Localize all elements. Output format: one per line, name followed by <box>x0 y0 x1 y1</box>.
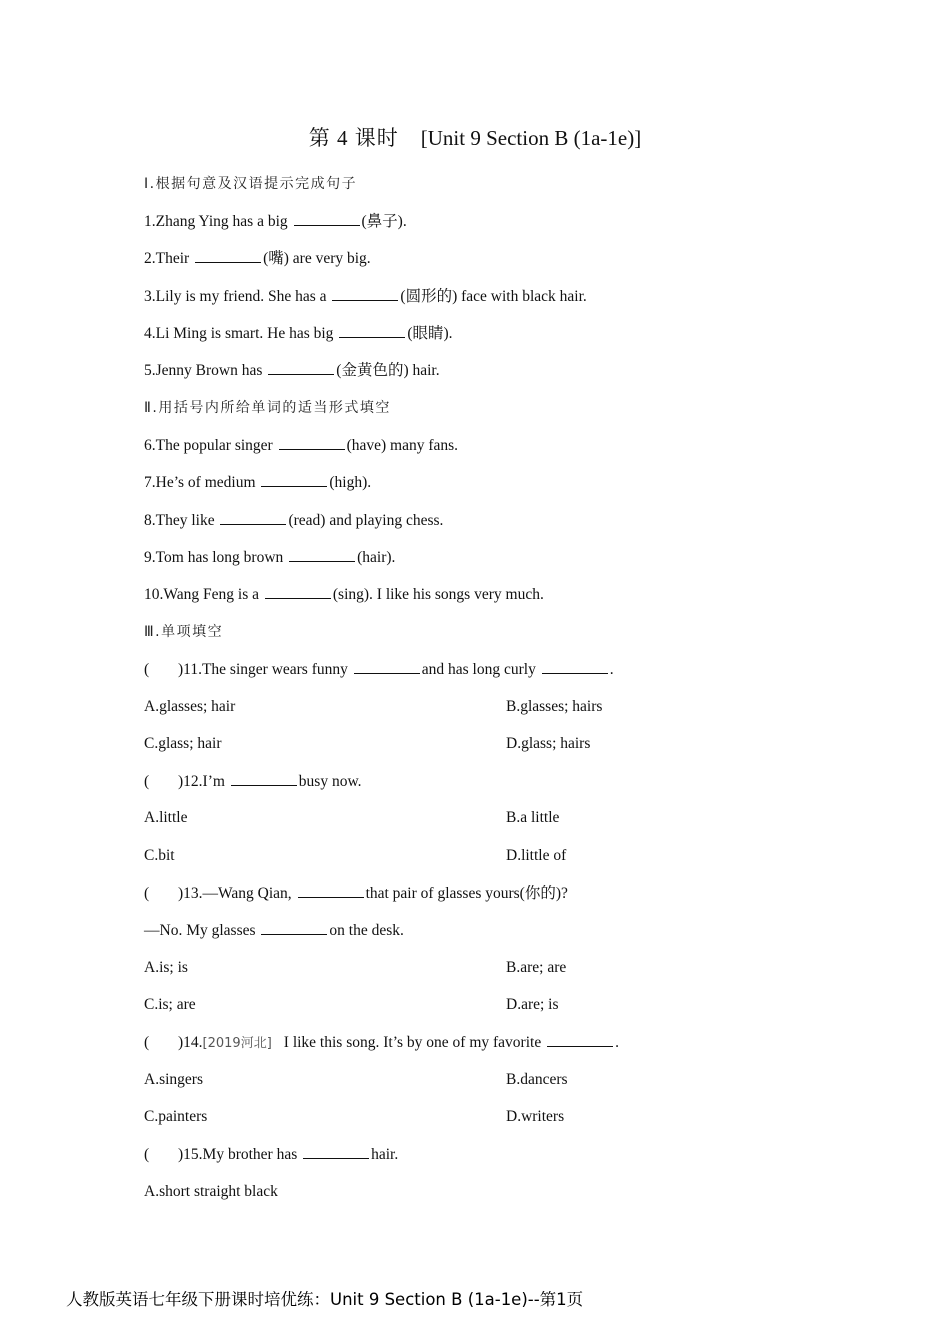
question-11: ( )11.The singer wears funny and has long curly . <box>144 661 614 678</box>
option-a[interactable]: A.singers <box>144 1071 203 1088</box>
question-source: [2019河北] <box>202 1036 272 1051</box>
option-b[interactable]: B.glasses; hairs <box>506 698 603 715</box>
question-3: 3.Lily is my friend. She has a (圆形的) face with black hair. <box>144 288 587 305</box>
answer-blank[interactable] <box>294 211 360 226</box>
question-6: 6.The popular singer (have) many fans. <box>144 437 459 454</box>
option-d[interactable]: D.glass; hairs <box>506 735 591 752</box>
question-13-reply: —No. My glasses on the desk. <box>144 922 404 939</box>
question-7: 7.He’s of medium (high). <box>144 474 372 491</box>
option-d[interactable]: D.little of <box>506 847 567 864</box>
answer-blank[interactable] <box>220 510 286 525</box>
answer-blank[interactable] <box>542 659 608 674</box>
question-5: 5.Jenny Brown has (金黄色的) hair. <box>144 362 440 379</box>
question-2: 2.Their (嘴) are very big. <box>144 250 371 267</box>
answer-blank[interactable] <box>261 920 327 935</box>
section-2-heading: Ⅱ.用括号内所给单词的适当形式填空 <box>144 400 391 416</box>
option-c[interactable]: C.painters <box>144 1108 208 1125</box>
unit-title: [Unit 9 Section B (1a-1e)] <box>420 126 642 150</box>
answer-parenthesis[interactable]: ( <box>144 661 150 678</box>
option-b[interactable]: B.a little <box>506 809 560 826</box>
answer-blank[interactable] <box>265 584 331 599</box>
option-a[interactable]: A.little <box>144 809 188 826</box>
option-a[interactable]: A.glasses; hair <box>144 698 236 715</box>
answer-parenthesis[interactable]: ( <box>144 885 150 902</box>
question-14: ( )14.[2019河北] I like this song. It’s by one of my favorite . <box>144 1034 619 1051</box>
option-a[interactable]: A.short straight black <box>144 1183 278 1200</box>
question-12: ( )12.I’m busy now. <box>144 773 362 790</box>
page-footer: 人教版英语七年级下册课时培优练：Unit 9 Section B (1a-1e)--第1页 <box>66 1290 584 1309</box>
section-3-heading: Ⅲ.单项填空 <box>144 624 224 640</box>
answer-blank[interactable] <box>279 435 345 450</box>
answer-blank[interactable] <box>547 1032 613 1047</box>
question-10: 10.Wang Feng is a (sing). I like his songs very much. <box>144 586 544 603</box>
option-b[interactable]: B.are; are <box>506 959 567 976</box>
answer-blank[interactable] <box>231 771 297 786</box>
section-1-heading: Ⅰ.根据句意及汉语提示完成句子 <box>144 176 358 192</box>
option-c[interactable]: C.glass; hair <box>144 735 222 752</box>
answer-parenthesis[interactable]: ( <box>144 1034 150 1051</box>
question-15: ( )15.My brother has hair. <box>144 1146 399 1163</box>
answer-parenthesis[interactable]: ( <box>144 773 150 790</box>
question-13: ( )13.—Wang Qian, that pair of glasses yours(你的)? <box>144 885 568 902</box>
option-c[interactable]: C.is; are <box>144 996 196 1013</box>
answer-blank[interactable] <box>303 1144 369 1159</box>
answer-blank[interactable] <box>354 659 420 674</box>
option-c[interactable]: C.bit <box>144 847 175 864</box>
option-d[interactable]: D.are; is <box>506 996 559 1013</box>
answer-blank[interactable] <box>268 360 334 375</box>
answer-blank[interactable] <box>339 323 405 338</box>
question-9: 9.Tom has long brown (hair). <box>144 549 396 566</box>
question-8: 8.They like (read) and playing chess. <box>144 512 444 529</box>
option-b[interactable]: B.dancers <box>506 1071 568 1088</box>
lesson-number: 第 4 课时 <box>308 126 399 150</box>
option-a[interactable]: A.is; is <box>144 959 188 976</box>
answer-blank[interactable] <box>298 883 364 898</box>
answer-parenthesis[interactable]: ( <box>144 1146 150 1163</box>
answer-blank[interactable] <box>195 248 261 263</box>
answer-blank[interactable] <box>289 547 355 562</box>
page-title <box>0 122 950 152</box>
option-d[interactable]: D.writers <box>506 1108 565 1125</box>
question-4: 4.Li Ming is smart. He has big (眼睛). <box>144 325 453 342</box>
answer-blank[interactable] <box>332 286 398 301</box>
question-1: 1.Zhang Ying has a big (鼻子). <box>144 213 407 230</box>
answer-blank[interactable] <box>261 472 327 487</box>
